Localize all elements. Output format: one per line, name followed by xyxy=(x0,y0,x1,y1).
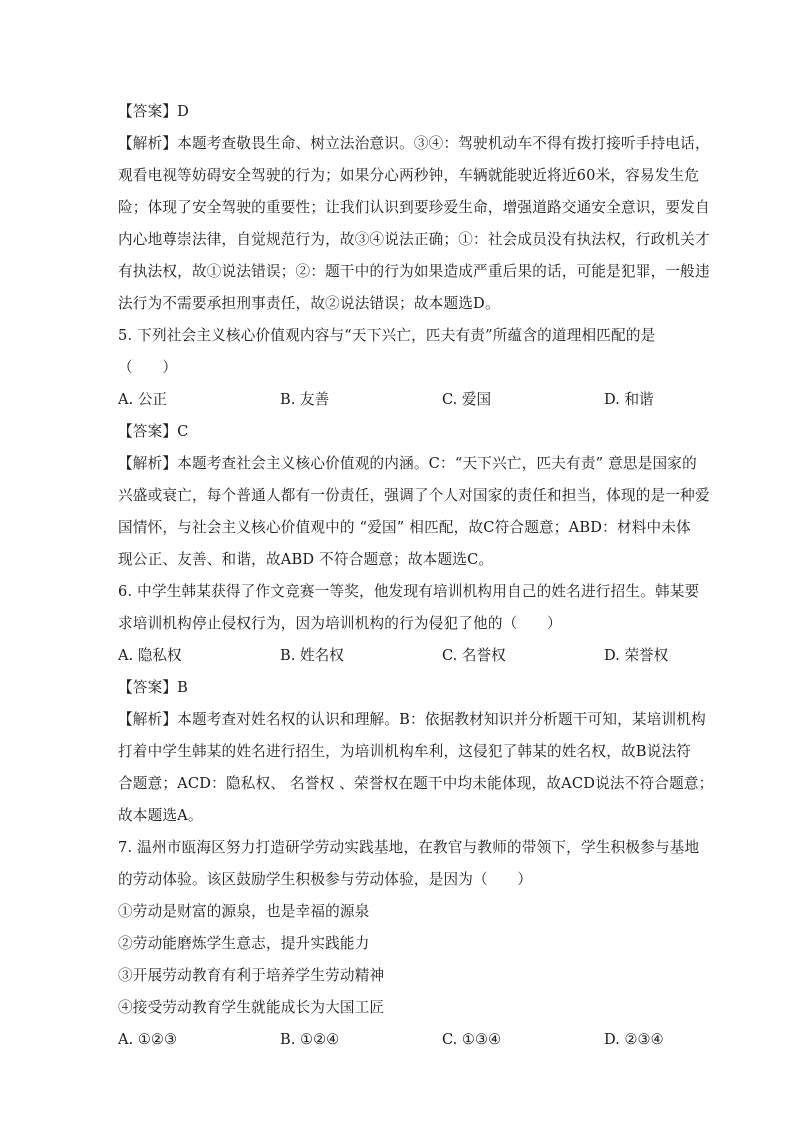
q6-analysis-line: 故本题选A。 xyxy=(118,807,203,824)
q7-statement: ②劳动能磨炼学生意志，提升实践能力 xyxy=(118,935,370,952)
q6-analysis-line: 【解析】本题考查对姓名权的认识和理解。B：依据教材知识并分析题干可知，某培训机构 xyxy=(118,711,706,728)
q7-stem-line: 7. 温州市瓯海区努力打造研学劳动实践基地，在教官与教师的带领下，学生积极参与基地 xyxy=(118,839,700,856)
q6-option-a: A. 隐私权 xyxy=(118,647,182,664)
q6-options xyxy=(118,640,684,672)
q5-option-b: B. 友善 xyxy=(280,391,330,408)
q7-statements xyxy=(118,896,684,1024)
q4-analysis-line: 法行为不需要承担刑事责任，故②说法错误；故本题选D。 xyxy=(118,295,500,312)
q6-option-b: B. 姓名权 xyxy=(280,647,344,664)
document-page xyxy=(118,96,714,1056)
q6-stem xyxy=(118,576,700,640)
q4-analysis-line: 有执法权，故①说法错误；②：题干中的行为如果造成严重后果的话，可能是犯罪，一般违 xyxy=(118,263,710,280)
q6-stem-line: 求培训机构停止侵权行为，因为培训机构的行为侵犯了他的（ ） xyxy=(118,615,562,632)
q5-option-c: C. 爱国 xyxy=(442,391,492,408)
q5-analysis-line: 国情怀，与社会主义核心价值观中的 “爱国” 相匹配，故C符合题意；ABD：材料中未体 xyxy=(118,519,691,536)
q4-analysis-line: 观看电视等妨碍安全驾驶的行为；如果分心两秒钟，车辆就能驶近将近60米，容易发生危 xyxy=(118,167,700,184)
q4-analysis-line: 【解析】本题考查敬畏生命、树立法治意识。③④：驾驶机动车不得有拨打接听手持电话， xyxy=(118,135,710,152)
q5-option-d: D. 和谐 xyxy=(604,391,654,408)
q4-analysis-line: 内心地尊崇法律，自觉规范行为，故③④说法正确；①：社会成员没有执法权，行政机关才 xyxy=(118,231,710,248)
q5-options xyxy=(118,384,684,416)
q6-analysis-line: 打着中学生韩某的姓名进行招生，为培训机构牟利，这侵犯了韩某的姓名权，故B说法符 xyxy=(118,743,692,760)
q7-options xyxy=(118,1024,684,1056)
q7-option-c: C. ①③④ xyxy=(442,1031,502,1048)
q6-answer: 【答案】B xyxy=(118,679,189,696)
q7-statement: ④接受劳动教育学生就能成长为大国工匠 xyxy=(118,999,385,1016)
q4-answer: 【答案】D xyxy=(118,103,190,120)
q7-option-b: B. ①②④ xyxy=(280,1031,340,1048)
q5-analysis xyxy=(118,448,710,576)
q4-analysis xyxy=(118,128,710,320)
q6-analysis-line: 合题意；ACD：隐私权、 名誉权 、荣誉权在题干中均未能体现，故ACD说法不符合题意； xyxy=(118,775,714,792)
q6-option-d: D. 荣誉权 xyxy=(604,647,669,664)
q6-stem-line: 6. 中学生韩某获得了作文竞赛一等奖，他发现有培训机构用自己的姓名进行招生。韩某要 xyxy=(118,583,700,600)
q5-option-a: A. 公正 xyxy=(118,391,168,408)
q6-option-c: C. 名誉权 xyxy=(442,647,506,664)
q7-option-d: D. ②③④ xyxy=(604,1031,664,1048)
q5-analysis-line: 兴盛或衰亡，每个普通人都有一份责任，强调了个人对国家的责任和担当，体现的是一种爱 xyxy=(118,487,710,504)
q7-stem xyxy=(118,832,700,896)
q5-stem-line: （ ） xyxy=(118,359,178,376)
q5-answer: 【答案】C xyxy=(118,423,189,440)
q7-statement: ③开展劳动教育有利于培养学生劳动精神 xyxy=(118,967,385,984)
q5-stem-line: 5. 下列社会主义核心价值观内容与“天下兴亡，匹夫有责”所蕴含的道理相匹配的是 xyxy=(118,327,656,344)
q5-analysis-line: 【解析】本题考查社会主义核心价值观的内涵。C：“天下兴亡，匹夫有责” 意思是国家的 xyxy=(118,455,697,472)
q7-statement: ①劳动是财富的源泉，也是幸福的源泉 xyxy=(118,903,370,920)
q5-analysis-line: 现公正、友善、和谐，故ABD 不符合题意；故本题选C。 xyxy=(118,551,494,568)
q5-stem xyxy=(118,320,684,384)
q7-option-a: A. ①②③ xyxy=(118,1031,178,1048)
q4-analysis-line: 险；体现了安全驾驶的重要性；让我们认识到要珍爱生命，增强道路交通安全意识，要发自 xyxy=(118,199,710,216)
q7-stem-line: 的劳动体验。该区鼓励学生积极参与劳动体验，是因为（ ） xyxy=(118,871,533,888)
q6-analysis xyxy=(118,704,714,832)
